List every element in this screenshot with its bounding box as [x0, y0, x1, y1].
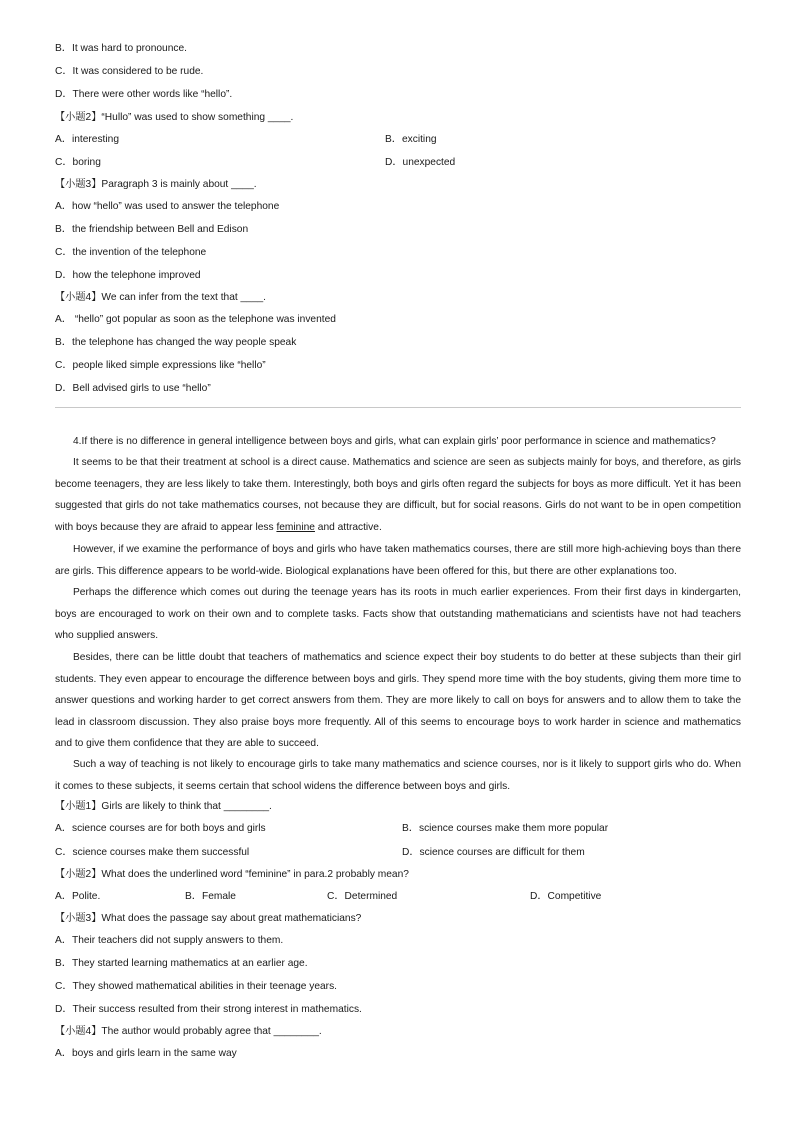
s1-q3-option-c: C．the invention of the telephone — [55, 247, 207, 258]
passage-paragraph-2 — [55, 539, 741, 582]
s1-q3-option-d: D．how the telephone improved — [55, 270, 201, 281]
s2-q1-stem: 【小题1】Girls are likely to think that ________. — [55, 801, 272, 812]
paragraph-1-text: It seems to be that their treatment at school is a direct cause. Mathematics and science are seen as subjects mainly for boys, and therefore, as girls become teenagers, they are less likely to take them. Interestingly, both boys and girls often regard the subjects for boys as more difficult. Yet it has been suggested that girls do not take mathematics courses, not because they are difficult, but for social reasons. Girls do not want to be in open competition with boys because they are afraid to appear less — [55, 457, 741, 533]
paragraph-4-text: Besides, there can be little doubt that teachers of mathematics and science expect their boy students to do better at these subjects than their girl students. They even appear to encourage the difference between boys and girls. They spend more time with the boy students, giving them more time to answer questions and working harder to get correct answers from them. They are more likely to call on boys for answers and to allow them to take the lead in classroom discussion. They also praise boys more frequently. All of this seems to encourage boys to work harder in science and mathematics and to give them confidence that they are able to succeed. — [55, 652, 741, 750]
s2-q2-option-a: A．Polite. — [55, 891, 101, 902]
s1-q1-option-c: C．It was considered to be rude. — [55, 66, 204, 77]
passage-heading-text: 4.If there is no difference in general intelligence between boys and girls, what can explain girls’ poor performance in science and mathematics? — [73, 436, 716, 447]
s1-q3-option-b: B．the friendship between Bell and Edison — [55, 224, 249, 235]
underlined-word-feminine: feminine — [276, 521, 315, 533]
s1-q1-option-b: B．It was hard to pronounce. — [55, 43, 187, 54]
s1-q4-option-c: C．people liked simple expressions like “hello” — [55, 360, 266, 371]
s2-q1-option-b: B．science courses make them more popular — [402, 823, 609, 834]
s2-q4-option-a: A．boys and girls learn in the same way — [55, 1048, 237, 1059]
s1-q3-stem: 【小题3】Paragraph 3 is mainly about ____. — [55, 179, 257, 190]
s2-q2-option-b: B．Female — [185, 891, 236, 902]
s1-q4-option-d: D．Bell advised girls to use “hello” — [55, 383, 211, 394]
s2-q1-option-a: A．science courses are for both boys and girls — [55, 823, 266, 834]
s2-q2-option-c: C．Determined — [327, 891, 398, 902]
passage-paragraph-4 — [55, 647, 741, 755]
s2-q2-option-d: D．Competitive — [530, 891, 602, 902]
passage-heading — [55, 431, 741, 453]
s2-q1-option-c: C．science courses make them successful — [55, 847, 250, 858]
s1-q4-stem: 【小题4】We can infer from the text that ____. — [55, 292, 267, 303]
s2-q2-stem: 【小题2】What does the underlined word “feminine” in para.2 probably mean? — [55, 869, 409, 880]
s1-q2-option-a: A．interesting — [55, 134, 119, 145]
s1-q4-option-b: B．the telephone has changed the way people speak — [55, 337, 297, 348]
s2-q3-option-c: C．They showed mathematical abilities in their teenage years. — [55, 981, 337, 992]
passage-paragraph-3 — [55, 582, 741, 647]
paragraph-3-text: Perhaps the difference which comes out during the teenage years has its roots in much earlier experiences. From their first days in kindergarten, boys are encouraged to work on their own and to complete tasks. Facts show that outstanding mathematicians and scientists have not had teachers who supplied answers. — [55, 587, 741, 642]
s1-q2-option-c: C．boring — [55, 157, 101, 168]
s2-q3-option-a: A．Their teachers did not supply answers to them. — [55, 935, 284, 946]
s1-q3-option-a: A．how “hello” was used to answer the telephone — [55, 201, 280, 212]
passage-paragraph-1 — [55, 452, 741, 538]
s1-q2-option-b: B．exciting — [385, 134, 437, 145]
s2-q1-option-d: D．science courses are difficult for them — [402, 847, 585, 858]
paragraph-5-text: Such a way of teaching is not likely to encourage girls to take many mathematics and science courses, nor is it likely to support girls who do. When it comes to these subjects, it seems certain that school widens the difference between boys and girls. — [55, 759, 741, 792]
s1-q4-option-a: A． “hello” got popular as soon as the telephone was invented — [55, 314, 336, 325]
paragraph-1-end: and attractive. — [314, 521, 382, 533]
passage-paragraph-5 — [55, 754, 741, 797]
s2-q4-stem: 【小题4】The author would probably agree that ________. — [55, 1026, 322, 1037]
s2-q3-option-b: B．They started learning mathematics at an earlier age. — [55, 958, 308, 969]
s1-q2-stem: 【小题2】“Hullo” was used to show something ____. — [55, 112, 294, 123]
s1-q1-option-d: D．There were other words like “hello”. — [55, 89, 233, 100]
section-divider — [55, 407, 741, 408]
paragraph-2-text: However, if we examine the performance of boys and girls who have taken mathematics courses, there are still more high-achieving boys than there are girls. This difference appears to be world-wide. Biological explanations have been offered for this, but there are other explanations too. — [55, 544, 741, 577]
s2-q3-stem: 【小题3】What does the passage say about great mathematicians? — [55, 913, 362, 924]
s1-q2-option-d: D．unexpected — [385, 157, 456, 168]
s2-q3-option-d: D．Their success resulted from their strong interest in mathematics. — [55, 1004, 362, 1015]
